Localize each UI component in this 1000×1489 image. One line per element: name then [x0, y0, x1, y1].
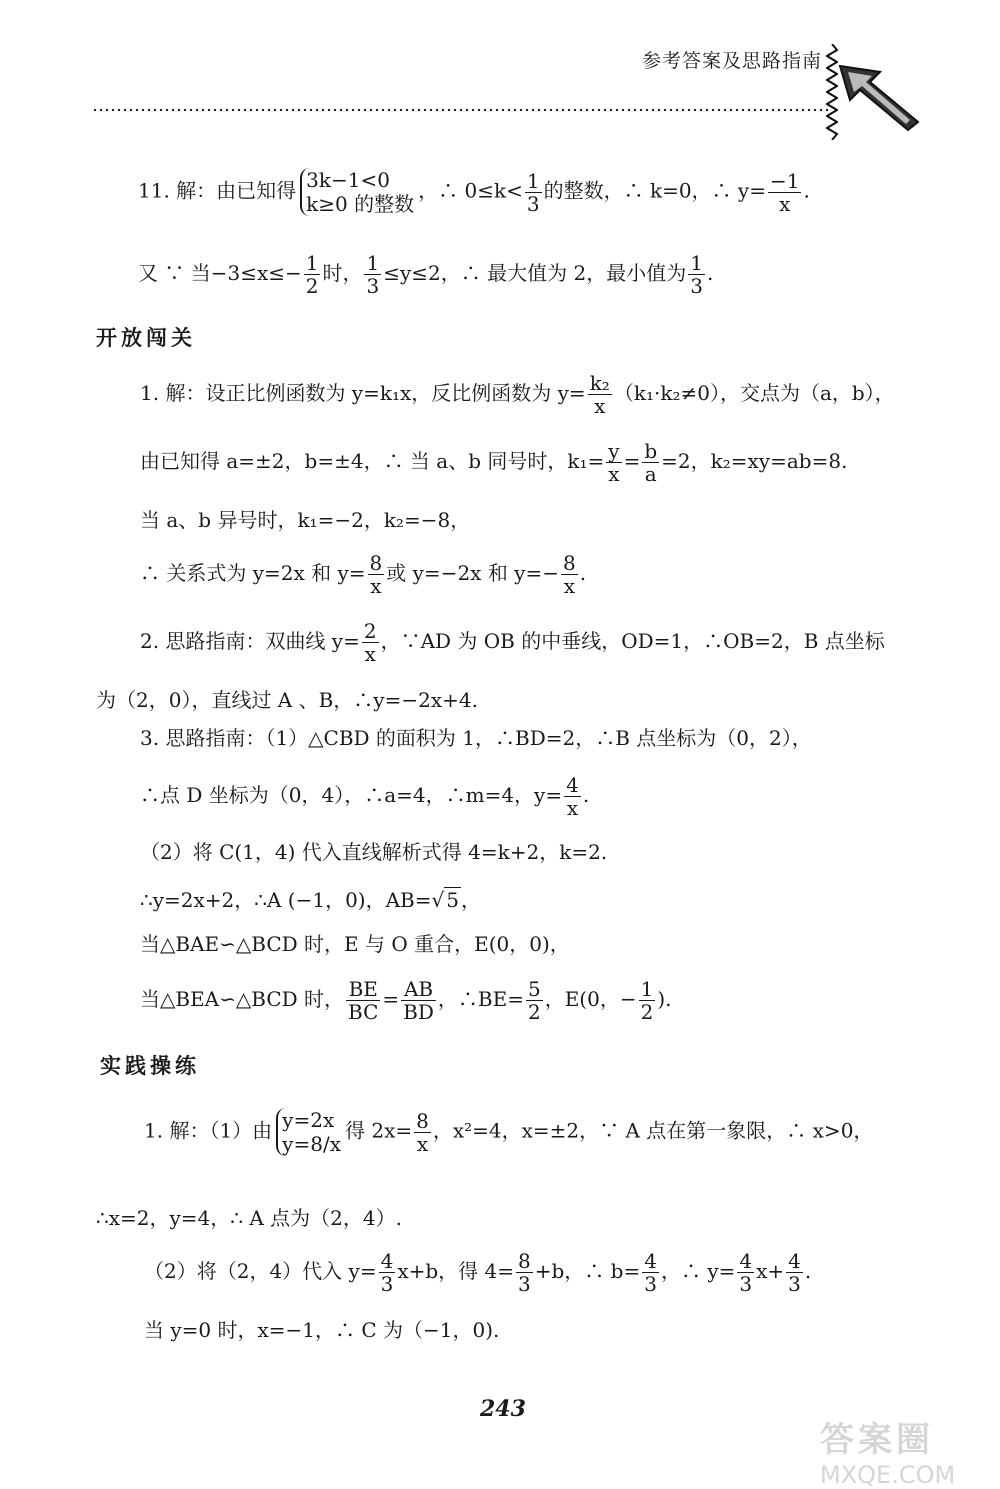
section-title-practice: 实践操练: [100, 1054, 200, 1078]
q11-brace: 3k−1<0 k≥0 的整数: [300, 168, 414, 216]
practice1-line3: （2）将（2，4）代入 y= $\frac{4}{3}$ x+b，得 4= $\frac{8}{3}$ +b，∴ b= $\frac{4}{3}$ ，∴ y= $\frac{4}{3}$ x+ $\frac{4}{3}$ .: [144, 1249, 812, 1296]
open1-line1: 1. 解：设正比例函数为 y=k₁x，反比例函数为 y= $\frac{\text{k₂}}{x}$ （k₁·k₂≠0），交点为（a，b），: [140, 371, 895, 418]
page-number: 243: [480, 1396, 526, 1422]
open3-line2: ∴点 D 坐标为（0，4），∴a=4，∴m=4，y= $\frac{4}{x}$ .: [140, 773, 590, 820]
open3-line6: 当△BEA∽△BCD 时， $\frac{BE}{BC}$ = $\frac{AB}{BD}$ ，∴BE= $\frac{5}{2}$ ，E(0，− $\frac{1}{2}$ ).: [140, 977, 672, 1024]
practice1-line1: 1. 解：（1）由 y=2x y=8/x 得 2x= $\frac{8}{x}$ ，x²=4，x=±2，∵ A 点在第一象限，∴ x>0，: [144, 1108, 874, 1156]
arrow-icon: [836, 62, 922, 132]
header-title: 参考答案及思路指南: [641, 50, 822, 72]
open2-line2: 为（2，0），直线过 A 、B，∴y=−2x+4.: [96, 688, 478, 712]
practice1-line4: 当 y=0 时，x=−1，∴ C 为（−1，0).: [144, 1318, 500, 1342]
open3-line4: ∴y=2x+2，∴A (−1，0)，AB=√ 5 ，: [140, 888, 481, 912]
q11-line1: 11. 解：由已知得 3k−1<0 k≥0 的整数 ，∴ 0≤k< $\frac{1}{3}$ 的整数，∴ k=0，∴ y= $\frac{-1}{x}$ .: [138, 168, 810, 216]
sqrt-icon: √: [431, 888, 445, 912]
watermark-logo: 答案圈 MXQE.COM: [820, 1420, 956, 1489]
open1-line2: 由已知得 a=±2，b=±4，∴ 当 a、b 同号时，k₁= $\frac{y}{x}$ = $\frac{b}{a}$ =2，k₂=xy=ab=8.: [140, 439, 848, 486]
p1-brace: y=2x y=8/x: [276, 1108, 341, 1156]
open1-line4: ∴ 关系式为 y=2x 和 y= $\frac{8}{x}$ 或 y=−2x 和 y=− $\frac{8}{x}$ .: [140, 551, 587, 598]
header-divider: [92, 108, 832, 112]
open3-line3: （2）将 C(1，4) 代入直线解析式得 4=k+2，k=2.: [140, 840, 608, 864]
practice1-line2: ∴x=2，y=4，∴ A 点为（2，4）.: [96, 1206, 402, 1230]
q11-line2: 又 ∵ 当−3≤x≤− $\frac{1}{2}$ 时， $\frac{1}{3}$ ≤y≤2，∴ 最大值为 2，最小值为 $\frac{1}{3}$ .: [138, 251, 714, 298]
open2-line1: 2. 思路指南：双曲线 y= $\frac{2}{x}$ ，∵AD 为 OB 的中垂线，OD=1，∴OB=2，B 点坐标: [140, 619, 885, 666]
open3-line1: 3. 思路指南：（1）△CBD 的面积为 1，∴BD=2，∴B 点坐标为（0，2），: [140, 726, 812, 750]
open1-line3: 当 a、b 异号时，k₁=−2，k₂=−8，: [140, 508, 471, 532]
section-title-open: 开放闯关: [96, 326, 196, 350]
open3-line5: 当△BAE∽△BCD 时，E 与 O 重合，E(0，0)，: [140, 932, 570, 956]
